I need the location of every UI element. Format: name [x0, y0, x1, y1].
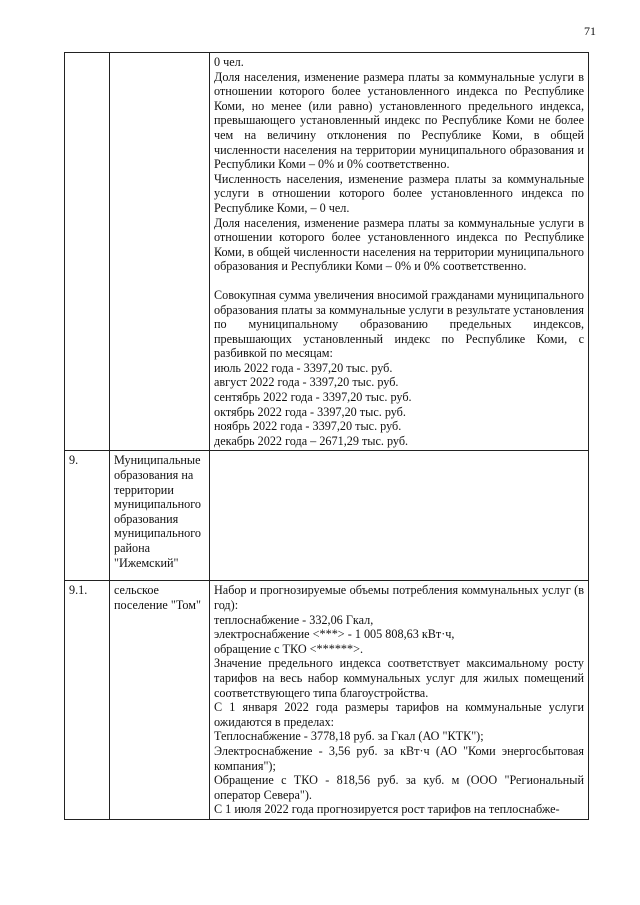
row-number-cell: 9. [65, 451, 110, 581]
paragraph: электроснабжение <***> - 1 005 808,63 кВт·ч, [214, 627, 455, 642]
paragraph: Теплоснабжение - 3778,18 руб. за Гкал (АО "КТК"); [214, 729, 484, 744]
entity-cell: сельское поселение "Том" [110, 581, 210, 820]
monthly-amount: ноябрь 2022 года - 3397,20 тыс. руб. [214, 419, 402, 434]
description-cell [210, 53, 589, 451]
paragraph: Численность населения, изменение размера платы за коммунальные услуги в отношении которого более установленного индекса по Республике Коми, – 0 чел. [214, 171, 584, 215]
paragraph: Обращение с ТКО - 818,56 руб. за куб. м (ООО "Региональный оператор Севера"). [214, 773, 584, 802]
paragraph: Совокупная сумма увеличения вносимой гражданами муниципального образования платы за коммунальные услуги в результате установления по муниципальному образованию предельных индексов, превышающих установленный индекс по Республике Коми, с разбивкой по месяцам: [214, 287, 584, 361]
paragraph: 0 чел. [214, 55, 244, 69]
description-cell [210, 581, 589, 820]
paragraph: С 1 января 2022 года размеры тарифов на коммунальные услуги ожидаются в пределах: [214, 700, 584, 729]
paragraph: Электроснабжение - 3,56 руб. за кВт·ч (АО "Коми энергосбытовая компания"); [214, 743, 584, 773]
monthly-amount: июль 2022 года - 3397,20 тыс. руб. [214, 360, 393, 375]
monthly-amount: август 2022 года - 3397,20 тыс. руб. [214, 375, 399, 390]
paragraph: теплоснабжение - 332,06 Гкал, [214, 612, 374, 627]
monthly-amount: сентябрь 2022 года - 3397,20 тыс. руб. [214, 390, 412, 405]
paragraph: С 1 июля 2022 года прогнозируется рост тарифов на теплоснабже- [214, 802, 560, 817]
entity-cell [110, 53, 210, 451]
description-cell [210, 451, 589, 581]
table-row [65, 581, 589, 820]
monthly-amount: октябрь 2022 года - 3397,20 тыс. руб. [214, 404, 406, 419]
row-number-cell: 9.1. [65, 581, 110, 820]
table-row [65, 451, 589, 581]
paragraph: Доля населения, изменение размера платы за коммунальные услуги в отношении которого более установленного индекса по Республике Коми, в общей численности населения на территории муниципального образования и Республики Коми – 0% и 0% соответственно. [214, 215, 584, 274]
page-number: 71 [584, 24, 596, 38]
paragraph-gap [214, 274, 584, 288]
paragraph: обращение с ТКО <******>. [214, 641, 364, 656]
table-row [65, 53, 589, 451]
entity-cell: Муниципальные образования на территории муниципального образования муниципального района "Ижемский" [110, 451, 210, 581]
paragraph: Доля населения, изменение размера платы за коммунальные услуги в отношении которого более установленного индекса по Республике Коми, но менее (или равно) установленного предельного индекса, превышающего установленный индекс по Республике Коми не более чем на величину отклонения по Республике Коми, в общей численности населения на территории муниципального образования и Республики Коми – 0% и 0% соответственно. [214, 69, 584, 172]
monthly-amount: декабрь 2022 года – 2671,29 тыс. руб. [214, 433, 409, 448]
row-number-cell [65, 53, 110, 451]
tariff-table [64, 52, 589, 820]
paragraph: Значение предельного индекса соответствует максимальному росту тарифов на весь набор коммунальных услуг для жилых помещений соответствующего типа благоустройства. [214, 656, 584, 700]
paragraph: Набор и прогнозируемые объемы потребления коммунальных услуг (в год): [214, 583, 584, 613]
